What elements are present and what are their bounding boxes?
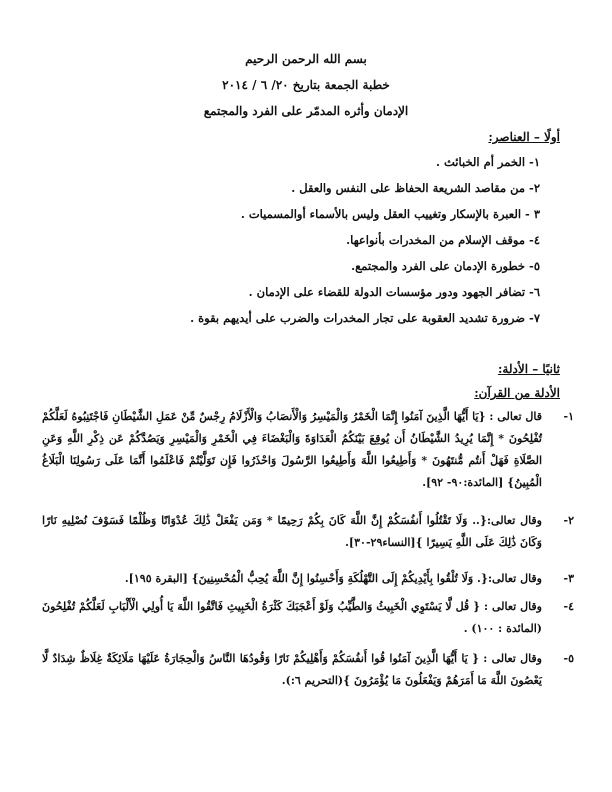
list-item: ٦- تضافر الجهود ودور مؤسسات الدولة للقضاء على الإدمان .: [248, 285, 540, 299]
evidence-number: ٤-: [563, 600, 574, 613]
quran-evidence-subheading: الأدلة من القرآن:: [474, 386, 560, 400]
evidence-number: ٥-: [563, 652, 574, 665]
evidence-item: [42, 648, 572, 692]
evidence-text: وقال تعالى:{. وَلَا تُلْقُوا بِأَيْدِيكُمْ إِلَى التَّهْلُكَةِ وَأَحْسِنُوا إِنَّ اللَّهَ يُحِبُّ الْمُحْسِنِينَ} [البقرة ١٩٥].: [124, 572, 542, 585]
evidence-item: [42, 568, 572, 590]
sermon-title: الإدمان وأثره المدمّر على الفرد والمجتمع: [203, 104, 409, 118]
list-item: ٧- ضرورة تشديد العقوبة على تجار المخدرات والضرب على أيديهم بقوة .: [190, 311, 540, 325]
evidence-item: [42, 510, 572, 554]
list-item: ٤- موقف الإسلام من المخدرات بأنواعها.: [346, 233, 540, 247]
evidence-text: قال تعالى : {يَا أَيُّهَا الَّذِينَ آمَنُوا إِنَّمَا الْخَمْرُ وَالْمَيْسِرُ وَالْأَنصَابُ وَالْأَزْلَامُ رِجْسٌ مِّنْ عَمَلِ الشَّيْطَانِ فَاجْتَنِبُوهُ لَعَلَّكُمْ تُفْلِحُونَ * إِنَّمَا يُرِيدُ الشَّيْطَانُ أَن يُوقِعَ بَيْنَكُمُ الْعَدَاوَةَ وَالْبَغْضَاءَ فِي الْخَمْرِ وَالْمَيْسِرِ وَيَصُدَّكُمْ عَن ذِكْرِ اللَّهِ وَعَنِ الصَّلَاةِ فَهَلْ أَنتُم مُّنتَهُونَ * وَأَطِيعُوا اللَّهَ وَأَطِيعُوا الرَّسُولَ وَاحْذَرُوا فَإِن تَوَلَّيْتُمْ فَاعْلَمُوا أَنَّمَا عَلَى رَسُولِنَا الْبَلَاغُ الْمُبِينُ} [المائدة:٩٠- ٩٢].: [42, 410, 542, 489]
evidence-text: وقال تعالى : { قُل لَّا يَسْتَوِي الْخَبِيثُ وَالطَّيِّبُ وَلَوْ أَعْجَبَكَ كَثْرَةُ الْخَبِيثِ فَاتَّقُوا اللَّهَ يَا أُولِي الْأَلْبَابِ لَعَلَّكُمْ تُفْلِحُونَ (المائدة : ١٠٠) .: [42, 600, 542, 635]
basmala: بسم الله الرحمن الرحيم: [245, 52, 367, 66]
list-item: ٢- من مقاصد الشريعة الحفاظ على النفس والعقل .: [291, 181, 540, 195]
list-item: ١- الخمر أم الخبائث .: [436, 155, 540, 169]
evidence-text: وقال تعالى : { يَا أَيُّهَا الَّذِينَ آمَنُوا قُوا أَنفُسَكُمْ وَأَهْلِيكُمْ نَارًا وَقُودُهَا النَّاسُ وَالْحِجَارَةُ عَلَيْهَا مَلَائِكَةٌ غِلَاظٌ شِدَادٌ لَّا يَعْصُونَ اللَّهَ مَا أَمَرَهُمْ وَيَفْعَلُونَ مَا يُؤْمَرُونَ }(التحريم ٦:).: [42, 652, 542, 687]
evidence-heading: ثانيًا – الأدلة:: [497, 362, 560, 376]
elements-heading: أولًا – العناصر:: [488, 130, 560, 144]
list-item: ٥- خطورة الإدمان على الفرد والمجتمع.: [351, 259, 540, 273]
evidence-number: ١-: [563, 410, 574, 423]
evidence-number: ٣-: [563, 572, 574, 585]
evidence-item: [42, 596, 572, 640]
evidence-item: [42, 406, 572, 494]
evidence-text: وقال تعالى:{.. وَلَا تَقْتُلُوا أَنفُسَكُمْ إِنَّ اللَّهَ كَانَ بِكُمْ رَحِيمًا * وَمَن يَفْعَلْ ذَٰلِكَ عُدْوَانًا وَظُلْمًا فَسَوْفَ نُصْلِيهِ نَارًا وَكَانَ ذَٰلِكَ عَلَى اللَّهِ يَسِيرًا }[النساء٢٩-٣٠].: [42, 514, 542, 549]
date-line: خطبة الجمعة بتاريخ ٢٠/ ٦ / ٢٠١٤: [222, 78, 390, 92]
list-item: ٣ - العبرة بالإسكار وتغييب العقل وليس بالأسماء أوالمسميات .: [240, 207, 540, 221]
evidence-number: ٢-: [563, 514, 574, 527]
